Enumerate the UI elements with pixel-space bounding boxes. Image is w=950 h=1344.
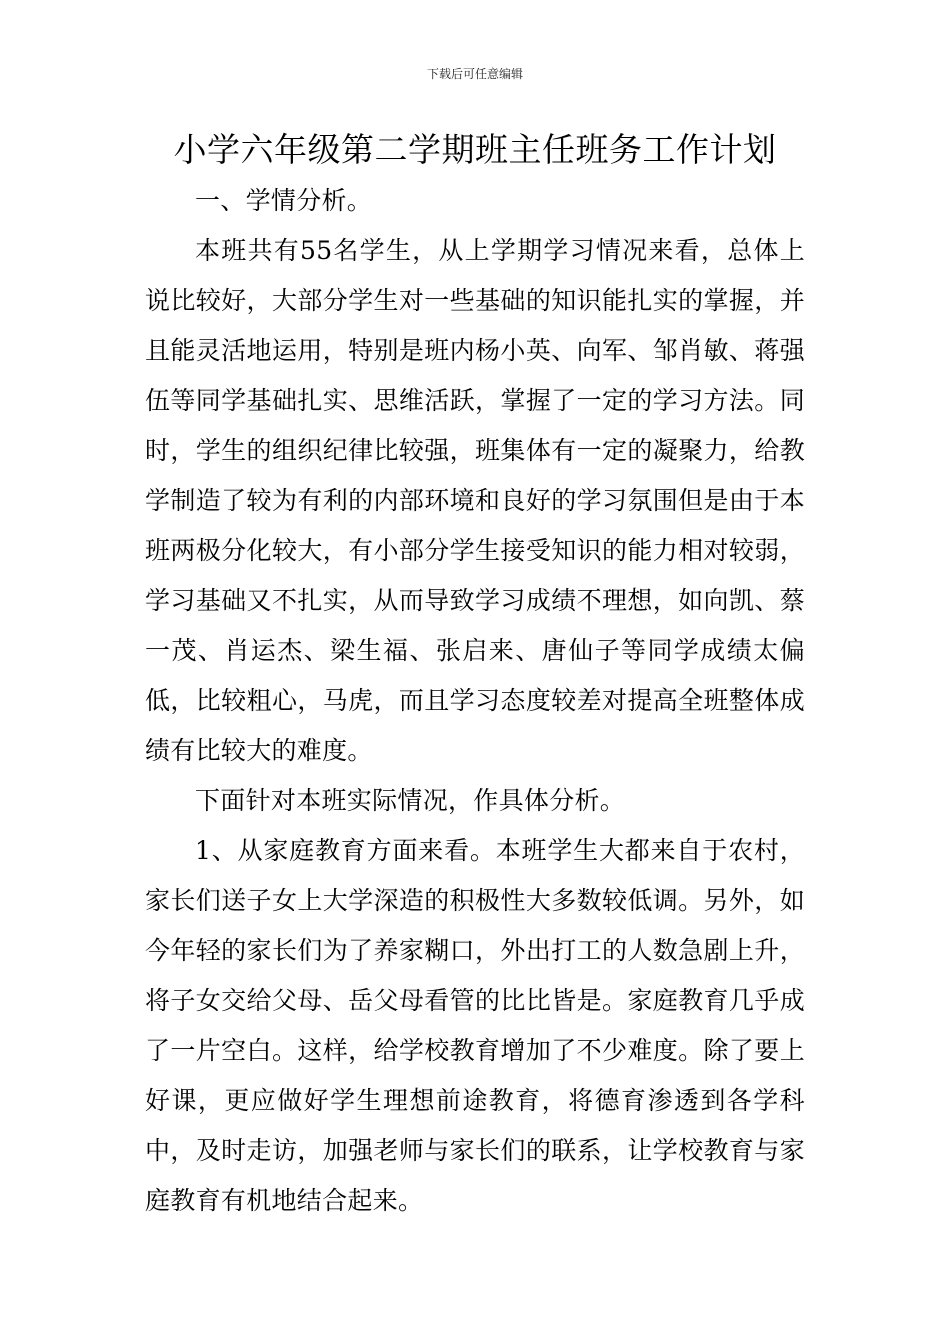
section-heading: 一、学情分析。 — [195, 186, 373, 215]
header-note: 下载后可任意编辑 — [426, 67, 523, 81]
body-paragraph: 1、从家庭教育方面来看。本班学生大都来自于农村，家长们送子女上大学深造的积极性大多数较低调。另外，如今年轻的家长们为了养家糊口，外出打工的人数急剧上升，将子女交给父母、岳父母看管的比比皆是。家庭教育几乎成了一片空白。这样，给学校教育增加了不少难度。除了要上好课，更应做好学生理想前途教育，将德育渗透到各学科中，及时走访，加强老师与家长们的联系，让学校教育与家庭教育有机地结合起来。 — [145, 836, 805, 1215]
document-title: 小学六年级第二学期班主任班务工作计划 — [173, 130, 777, 169]
body-paragraph: 下面针对本班实际情况，作具体分析。 — [195, 786, 626, 815]
body-paragraph: 本班共有55名学生，从上学期学习情况来看，总体上说比较好，大部分学生对一些基础的知识能扎实的掌握，并且能灵活地运用，特别是班内杨小英、向军、邹肖敏、蒋强伍等同学基础扎实、思维活跃，掌握了一定的学习方法。同时，学生的组织纪律比较强，班集体有一定的凝聚力，给教学制造了较为有利的内部环境和良好的学习氛围但是由于本班两极分化较大，有小部分学生接受知识的能力相对较弱，学习基础又不扎实，从而导致学习成绩不理想，如向凯、蔡一茂、肖运杰、梁生福、张启来、唐仙子等同学成绩太偏低，比较粗心，马虎，而且学习态度较差对提高全班整体成绩有比较大的难度。 — [145, 236, 805, 765]
document-body — [145, 176, 805, 1226]
